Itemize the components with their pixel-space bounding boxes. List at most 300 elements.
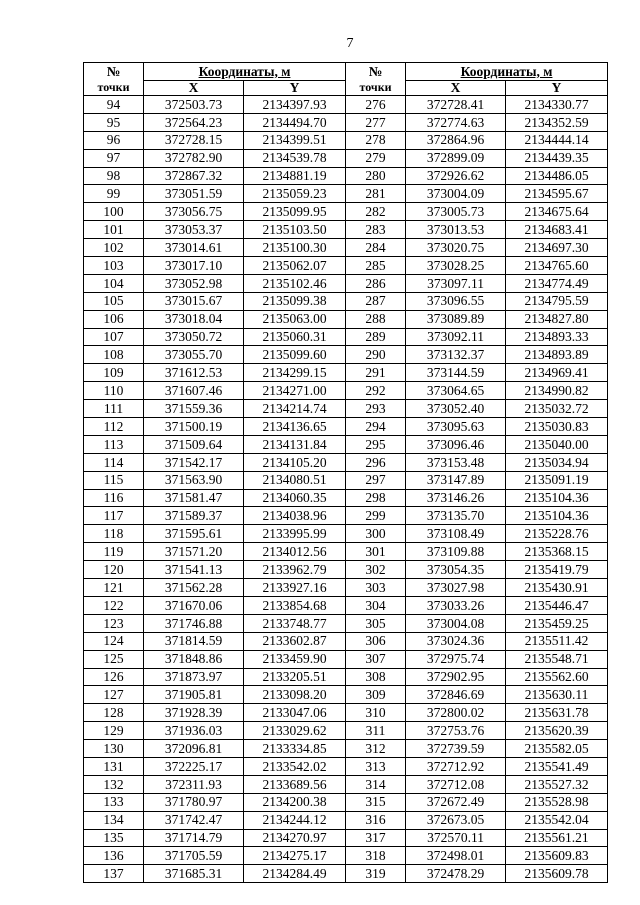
point-number-right: 306 [346,632,406,650]
y-coordinate-left: 2133029.62 [244,722,346,740]
point-number-right: 304 [346,596,406,614]
x-coordinate-left: 371542.17 [144,453,244,471]
y-coordinate-right: 2135419.79 [506,561,608,579]
point-number-left: 118 [84,525,144,543]
point-number-left: 113 [84,435,144,453]
table-row [84,704,608,722]
x-coordinate-right: 373005.73 [406,203,506,221]
table-row [84,328,608,346]
x-coordinate-right: 373108.49 [406,525,506,543]
point-number-left: 121 [84,579,144,597]
table-row [84,757,608,775]
point-label: точки [359,79,392,94]
x-coordinate-left: 373055.70 [144,346,244,364]
y-coordinate-left: 2133854.68 [244,596,346,614]
point-number-left: 101 [84,221,144,239]
point-number-left: 135 [84,829,144,847]
x-coordinate-left: 372564.23 [144,113,244,131]
x-coordinate-left: 372503.73 [144,96,244,114]
y-coordinate-right: 2135459.25 [506,614,608,632]
point-number-right: 283 [346,221,406,239]
y-coordinate-left: 2134214.74 [244,400,346,418]
x-coordinate-left: 371541.13 [144,561,244,579]
point-number-right: 319 [346,865,406,883]
x-coordinate-right: 373028.25 [406,257,506,275]
x-coordinate-right: 372672.49 [406,793,506,811]
page-number: 7 [346,36,354,51]
y-coordinate-left: 2133962.79 [244,561,346,579]
x-coordinate-left: 373056.75 [144,203,244,221]
table-row [84,382,608,400]
x-coordinate-right: 373033.26 [406,596,506,614]
point-number-right: 281 [346,185,406,203]
table-row [84,113,608,131]
x-coordinate-right: 372899.09 [406,149,506,167]
x-coordinate-left: 372225.17 [144,757,244,775]
table-row [84,632,608,650]
point-number-right: 316 [346,811,406,829]
table-row [84,811,608,829]
table-body [84,96,608,883]
x-coordinate-right: 372728.41 [406,96,506,114]
point-number-left: 128 [84,704,144,722]
point-number-left: 122 [84,596,144,614]
point-number-left: 115 [84,471,144,489]
point-number-left: 136 [84,847,144,865]
point-number-right: 311 [346,722,406,740]
y-coordinate-left: 2133098.20 [244,686,346,704]
y-coordinate-right: 2134827.80 [506,310,608,328]
coordinates-header-left: Координаты, м [144,63,346,81]
x-coordinate-left: 371589.37 [144,507,244,525]
point-number-left: 102 [84,239,144,257]
point-number-right: 276 [346,96,406,114]
x-coordinate-left: 372311.93 [144,775,244,793]
point-number-left: 117 [84,507,144,525]
point-number-right: 307 [346,650,406,668]
point-number-header-left [84,63,144,96]
point-number-left: 109 [84,364,144,382]
y-coordinate-right: 2134330.77 [506,96,608,114]
y-coordinate-left: 2135099.60 [244,346,346,364]
table-row [84,239,608,257]
y-coordinate-left: 2133927.16 [244,579,346,597]
y-coordinate-left: 2134284.49 [244,865,346,883]
table-row [84,579,608,597]
x-coordinate-left: 371873.97 [144,668,244,686]
point-number-left: 111 [84,400,144,418]
point-number-right: 287 [346,292,406,310]
x-coordinate-left: 371742.47 [144,811,244,829]
x-coordinate-left: 373014.61 [144,239,244,257]
y-coordinate-left: 2134012.56 [244,543,346,561]
point-number-left: 108 [84,346,144,364]
y-coordinate-left: 2134131.84 [244,435,346,453]
y-coordinate-right: 2135446.47 [506,596,608,614]
point-number-right: 310 [346,704,406,722]
coordinates-header-right: Координаты, м [406,63,608,81]
point-number-right: 279 [346,149,406,167]
table-row [84,793,608,811]
y-coordinate-right: 2135541.49 [506,757,608,775]
y-coordinate-left: 2135099.38 [244,292,346,310]
table-row [84,221,608,239]
point-label: точки [97,79,130,94]
x-coordinate-left: 371714.79 [144,829,244,847]
y-coordinate-right: 2134439.35 [506,149,608,167]
table-row [84,650,608,668]
x-coordinate-left: 373017.10 [144,257,244,275]
point-number-left: 129 [84,722,144,740]
x-coordinate-right: 373109.88 [406,543,506,561]
point-number-right: 289 [346,328,406,346]
x-coordinate-left: 371571.20 [144,543,244,561]
point-number-right: 300 [346,525,406,543]
x-coordinate-right: 372478.29 [406,865,506,883]
y-coordinate-left: 2135062.07 [244,257,346,275]
table-row [84,507,608,525]
x-coordinate-left: 371905.81 [144,686,244,704]
y-coordinate-right: 2135511.42 [506,632,608,650]
y-coordinate-right: 2134795.59 [506,292,608,310]
y-coordinate-right: 2134444.14 [506,131,608,149]
y-coordinate-left: 2134270.97 [244,829,346,847]
y-coordinate-right: 2135228.76 [506,525,608,543]
number-symbol: № [368,64,383,80]
x-coordinate-right: 373147.89 [406,471,506,489]
table-row [84,131,608,149]
x-coordinate-right: 372712.08 [406,775,506,793]
table-row [84,525,608,543]
y-coordinate-right: 2134990.82 [506,382,608,400]
x-coordinate-right: 373004.09 [406,185,506,203]
table-row [84,596,608,614]
point-number-right: 301 [346,543,406,561]
point-number-right: 312 [346,740,406,758]
point-number-left: 130 [84,740,144,758]
x-coordinate-left: 371928.39 [144,704,244,722]
y-coordinate-left: 2135099.95 [244,203,346,221]
point-number-left: 97 [84,149,144,167]
point-number-right: 297 [346,471,406,489]
point-number-left: 100 [84,203,144,221]
point-number-left: 94 [84,96,144,114]
table-row [84,257,608,275]
point-number-right: 292 [346,382,406,400]
x-coordinate-right: 372975.74 [406,650,506,668]
table-header [84,63,608,96]
x-coordinate-right: 372753.76 [406,722,506,740]
point-number-right: 278 [346,131,406,149]
x-coordinate-left: 373052.98 [144,274,244,292]
x-coordinate-left: 373051.59 [144,185,244,203]
point-number-right: 286 [346,274,406,292]
x-coordinate-right: 373132.37 [406,346,506,364]
x-coordinate-right: 373054.35 [406,561,506,579]
point-number-right: 293 [346,400,406,418]
table-row [84,310,608,328]
point-number-right: 313 [346,757,406,775]
x-coordinate-left: 371607.46 [144,382,244,400]
y-coordinate-left: 2134271.00 [244,382,346,400]
table-row [84,167,608,185]
y-coordinate-left: 2133542.02 [244,757,346,775]
point-number-right: 309 [346,686,406,704]
x-coordinate-left: 372096.81 [144,740,244,758]
point-number-left: 99 [84,185,144,203]
x-coordinate-right: 372902.95 [406,668,506,686]
x-coordinate-left: 372782.90 [144,149,244,167]
y-coordinate-left: 2134397.93 [244,96,346,114]
x-coordinate-right: 372846.69 [406,686,506,704]
x-coordinate-left: 372728.15 [144,131,244,149]
table-row [84,686,608,704]
y-coordinate-right: 2134893.33 [506,328,608,346]
point-number-left: 110 [84,382,144,400]
y-coordinate-right: 2135527.32 [506,775,608,793]
point-number-left: 123 [84,614,144,632]
y-coordinate-left: 2134136.65 [244,418,346,436]
y-coordinate-right: 2135562.60 [506,668,608,686]
table-row [84,740,608,758]
y-coordinate-right: 2134352.59 [506,113,608,131]
y-coordinate-left: 2134399.51 [244,131,346,149]
table-row [84,418,608,436]
y-coordinate-left: 2133047.06 [244,704,346,722]
x-coordinate-right: 373004.08 [406,614,506,632]
point-number-right: 277 [346,113,406,131]
y-coordinate-right: 2134969.41 [506,364,608,382]
x-coordinate-right: 372864.96 [406,131,506,149]
y-coordinate-right: 2135548.71 [506,650,608,668]
y-coordinate-left: 2135059.23 [244,185,346,203]
point-number-left: 134 [84,811,144,829]
y-coordinate-right: 2135091.19 [506,471,608,489]
y-coordinate-right: 2135630.11 [506,686,608,704]
x-coordinate-right: 372712.92 [406,757,506,775]
y-coordinate-left: 2134494.70 [244,113,346,131]
point-number-right: 288 [346,310,406,328]
y-coordinate-left: 2134244.12 [244,811,346,829]
table-row [84,865,608,883]
point-number-right: 291 [346,364,406,382]
y-coordinate-left: 2134200.38 [244,793,346,811]
coordinates-table [83,62,608,883]
y-coordinate-left: 2134080.51 [244,471,346,489]
point-number-right: 302 [346,561,406,579]
point-number-left: 98 [84,167,144,185]
x-coordinate-right: 372926.62 [406,167,506,185]
point-number-right: 295 [346,435,406,453]
point-number-right: 280 [346,167,406,185]
y-coordinate-left: 2133459.90 [244,650,346,668]
point-number-left: 137 [84,865,144,883]
x-coordinate-left: 373050.72 [144,328,244,346]
point-number-left: 112 [84,418,144,436]
number-symbol: № [106,64,121,80]
table-row [84,668,608,686]
x-coordinate-right: 373092.11 [406,328,506,346]
y-coordinate-right: 2135561.21 [506,829,608,847]
y-coordinate-right: 2135528.98 [506,793,608,811]
x-coordinate-left: 371814.59 [144,632,244,650]
point-number-left: 126 [84,668,144,686]
x-coordinate-right: 372673.05 [406,811,506,829]
y-coordinate-right: 2134595.67 [506,185,608,203]
table-row [84,453,608,471]
x-coordinate-left: 371848.86 [144,650,244,668]
point-number-right: 282 [346,203,406,221]
point-number-right: 285 [346,257,406,275]
y-coordinate-left: 2134275.17 [244,847,346,865]
x-coordinate-right: 373146.26 [406,489,506,507]
point-number-left: 95 [84,113,144,131]
point-number-left: 103 [84,257,144,275]
point-number-right: 299 [346,507,406,525]
point-number-right: 303 [346,579,406,597]
point-number-left: 104 [84,274,144,292]
point-number-right: 317 [346,829,406,847]
point-number-left: 119 [84,543,144,561]
y-coordinate-right: 2135542.04 [506,811,608,829]
x-coordinate-left: 373018.04 [144,310,244,328]
table-row [84,400,608,418]
x-coordinate-left: 371746.88 [144,614,244,632]
table-row [84,722,608,740]
y-coordinate-right: 2135030.83 [506,418,608,436]
y-coordinate-right: 2134675.64 [506,203,608,221]
x-coordinate-right: 372739.59 [406,740,506,758]
y-coordinate-right: 2135034.94 [506,453,608,471]
x-header-right: X [406,81,506,96]
point-number-right: 298 [346,489,406,507]
x-coordinate-left: 371559.36 [144,400,244,418]
point-number-right: 315 [346,793,406,811]
x-coordinate-right: 373064.65 [406,382,506,400]
y-coordinate-right: 2134893.89 [506,346,608,364]
point-number-left: 107 [84,328,144,346]
y-coordinate-left: 2134038.96 [244,507,346,525]
x-coordinate-left: 371595.61 [144,525,244,543]
y-coordinate-right: 2135040.00 [506,435,608,453]
y-coordinate-left: 2135063.00 [244,310,346,328]
table-row [84,185,608,203]
x-coordinate-right: 373135.70 [406,507,506,525]
point-number-right: 290 [346,346,406,364]
table-row [84,149,608,167]
x-coordinate-left: 371670.06 [144,596,244,614]
y-coordinate-right: 2135582.05 [506,740,608,758]
table-row [84,471,608,489]
table-row [84,847,608,865]
x-coordinate-left: 371685.31 [144,865,244,883]
y-coordinate-left: 2135100.30 [244,239,346,257]
x-coordinate-left: 371562.28 [144,579,244,597]
y-coordinate-left: 2133995.99 [244,525,346,543]
y-coordinate-right: 2134697.30 [506,239,608,257]
point-number-right: 284 [346,239,406,257]
x-coordinate-right: 372570.11 [406,829,506,847]
x-coordinate-right: 373095.63 [406,418,506,436]
x-coordinate-right: 372800.02 [406,704,506,722]
y-coordinate-left: 2134299.15 [244,364,346,382]
x-coordinate-left: 371936.03 [144,722,244,740]
y-header-right: Y [506,81,608,96]
point-number-left: 133 [84,793,144,811]
x-coordinate-right: 373024.36 [406,632,506,650]
x-coordinate-right: 373020.75 [406,239,506,257]
x-coordinate-left: 371780.97 [144,793,244,811]
point-number-right: 294 [346,418,406,436]
x-coordinate-right: 373096.46 [406,435,506,453]
point-number-right: 296 [346,453,406,471]
x-coordinate-right: 373144.59 [406,364,506,382]
y-coordinate-right: 2135032.72 [506,400,608,418]
table-row [84,435,608,453]
x-coordinate-right: 373096.55 [406,292,506,310]
point-number-right: 308 [346,668,406,686]
table-row [84,274,608,292]
y-coordinate-left: 2135102.46 [244,274,346,292]
x-coordinate-left: 371612.53 [144,364,244,382]
y-coordinate-left: 2134105.20 [244,453,346,471]
y-coordinate-right: 2135368.15 [506,543,608,561]
x-coordinate-left: 372867.32 [144,167,244,185]
point-number-right: 305 [346,614,406,632]
x-coordinate-left: 371563.90 [144,471,244,489]
point-number-left: 132 [84,775,144,793]
point-number-left: 116 [84,489,144,507]
point-number-left: 127 [84,686,144,704]
y-coordinate-right: 2134774.49 [506,274,608,292]
point-number-left: 120 [84,561,144,579]
table-row [84,203,608,221]
table-row [84,96,608,114]
y-coordinate-left: 2133205.51 [244,668,346,686]
y-coordinate-right: 2135430.91 [506,579,608,597]
y-coordinate-right: 2135631.78 [506,704,608,722]
x-coordinate-left: 371705.59 [144,847,244,865]
y-coordinate-right: 2135620.39 [506,722,608,740]
x-coordinate-left: 371509.64 [144,435,244,453]
y-coordinate-right: 2134683.41 [506,221,608,239]
table-row [84,614,608,632]
table-row [84,489,608,507]
table-row [84,364,608,382]
y-coordinate-right: 2134765.60 [506,257,608,275]
y-coordinate-right: 2135104.36 [506,507,608,525]
y-coordinate-left: 2134539.78 [244,149,346,167]
x-coordinate-left: 371581.47 [144,489,244,507]
y-coordinate-right: 2135104.36 [506,489,608,507]
table-row [84,775,608,793]
y-coordinate-right: 2135609.83 [506,847,608,865]
x-coordinate-right: 372774.63 [406,113,506,131]
point-number-header-right [346,63,406,96]
x-coordinate-right: 373013.53 [406,221,506,239]
table-row [84,292,608,310]
point-number-left: 105 [84,292,144,310]
y-coordinate-left: 2134881.19 [244,167,346,185]
x-coordinate-left: 373015.67 [144,292,244,310]
x-coordinate-right: 373052.40 [406,400,506,418]
x-coordinate-right: 373089.89 [406,310,506,328]
point-number-left: 106 [84,310,144,328]
table-row [84,543,608,561]
x-coordinate-right: 373027.98 [406,579,506,597]
x-coordinate-right: 373097.11 [406,274,506,292]
y-coordinate-right: 2135609.78 [506,865,608,883]
